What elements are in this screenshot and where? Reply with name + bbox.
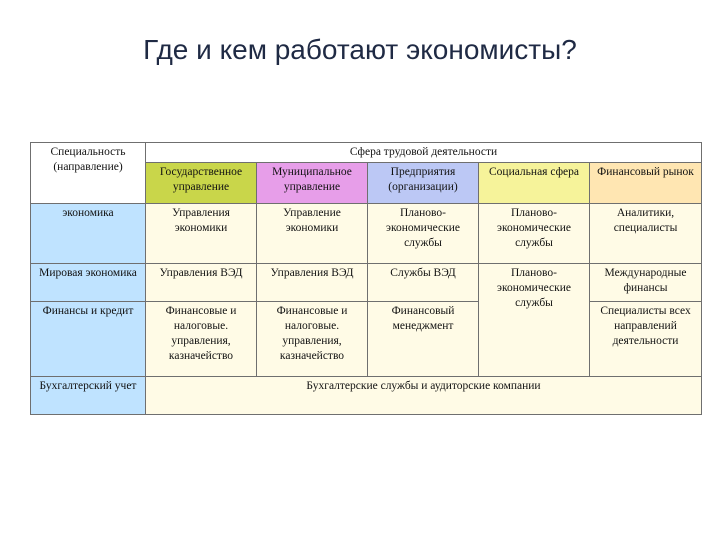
table-cell: Аналитики, специалисты (590, 204, 702, 264)
column-header-social: Социальная сфера (479, 163, 590, 204)
slide-title: Где и кем работают экономисты? (143, 34, 577, 65)
table-cell: Финансовые и налоговые. управления, казначейство (146, 302, 257, 377)
table-cell: Управления ВЭД (146, 264, 257, 302)
row-header-world-economy: Мировая экономика (31, 264, 146, 302)
row-header-accounting: Бухгалтерский учет (31, 377, 146, 415)
accounting-span-cell: Бухгалтерские службы и аудиторские компании (146, 377, 702, 415)
merged-social-cell: Планово-экономические службы (479, 264, 590, 377)
table-cell: Финансовый менеджмент (368, 302, 479, 377)
sphere-header: Сфера трудовой деятельности (146, 143, 702, 163)
table-cell: Управление экономики (257, 204, 368, 264)
table-cell: Управления экономики (146, 204, 257, 264)
row-header-finance-credit: Финансы и кредит (31, 302, 146, 377)
employment-table (30, 142, 702, 415)
table-cell: Планово-экономические службы (368, 204, 479, 264)
table-cell: Управления ВЭД (257, 264, 368, 302)
table-cell: Специалисты всех направлений деятельности (590, 302, 702, 377)
column-header-government: Государственное управление (146, 163, 257, 204)
table-corner-header: Специальность (направление) (31, 143, 146, 204)
table-cell: Службы ВЭД (368, 264, 479, 302)
table-cell: Финансовые и налоговые. управления, казначейство (257, 302, 368, 377)
row-header-economics: экономика (31, 204, 146, 264)
column-header-finance: Финансовый рынок (590, 163, 702, 204)
table-cell: Планово-экономические службы (479, 204, 590, 264)
column-header-municipal: Муниципальное управление (257, 163, 368, 204)
column-header-enterprises: Предприятия (организации) (368, 163, 479, 204)
table-cell: Международные финансы (590, 264, 702, 302)
